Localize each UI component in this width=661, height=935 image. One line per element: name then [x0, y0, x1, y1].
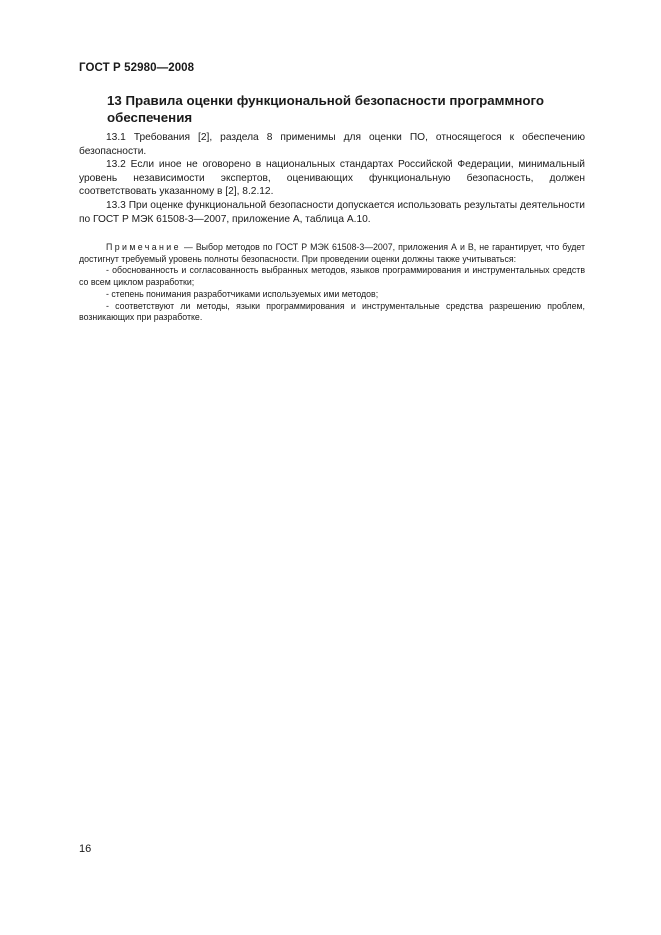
paragraph-13-1: 13.1 Требования [2], раздела 8 применимы для оценки ПО, относящегося к обеспечению безопасности.: [79, 132, 585, 157]
note-block: [79, 242, 585, 324]
paragraph-13-3: 13.3 При оценке функциональной безопасности допускается использовать результаты деятельности по ГОСТ Р МЭК 61508-3—2007, приложение А, таблица А.10.: [79, 199, 585, 225]
note-intro-text: — Выбор методов по ГОСТ Р МЭК 61508-3—2007, приложения А и В, не гарантирует, что будет достигнут требуемый уровень полноты безопасности. При проведении оценки должны также учитываться:: [79, 242, 585, 264]
note-intro: [79, 242, 585, 265]
page-number: 16: [79, 843, 92, 855]
document-header: ГОСТ Р 52980—2008: [79, 62, 195, 74]
note-item: - обоснованность и согласованность выбранных методов, языков программирования и инструментальных средств со всем циклом разработки;: [79, 265, 585, 288]
note-item: - соответствуют ли методы, языки программирования и инструментальные средства разрешению проблем, возникающих при разработке.: [79, 300, 585, 323]
note-item: - степень понимания разработчиками используемых ими методов;: [106, 288, 379, 299]
section-title: 13 Правила оценки функциональной безопасности программного обеспечения: [107, 93, 544, 125]
paragraph-13-2: 13.2 Если иное не оговорено в национальных стандартах Российской Федерации, минимальный уровень независимости экспертов, оценивающих функциональную безопасность, должен соответствовать указанному в [2], 8.2.12.: [79, 159, 585, 198]
section-body: [79, 131, 585, 226]
note-label: Примечание: [106, 242, 181, 252]
